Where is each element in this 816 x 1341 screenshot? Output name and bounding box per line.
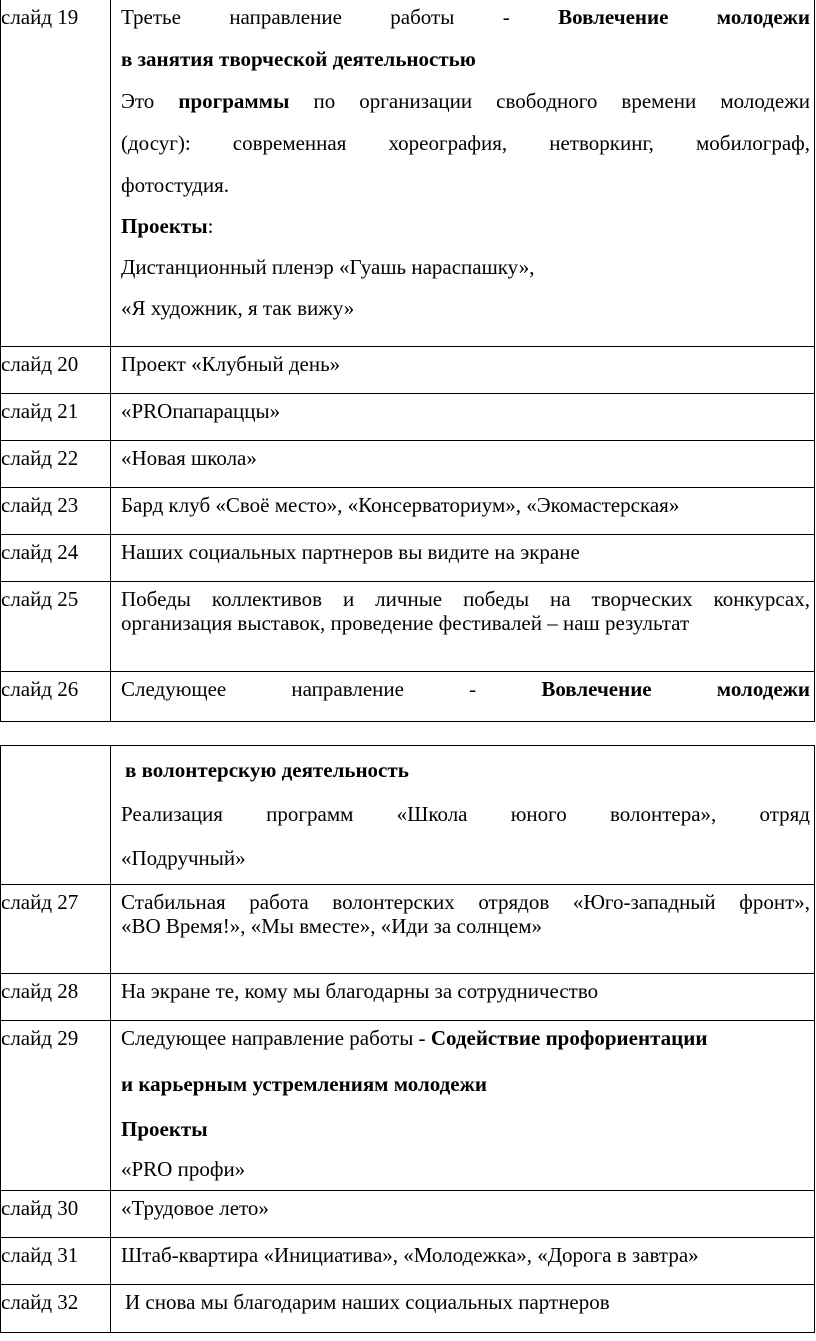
table-row bbox=[1, 974, 815, 1021]
slide-content: Штаб-квартира «Инициатива», «Молодежка», «Дорога в завтра» bbox=[111, 1238, 815, 1285]
table-row bbox=[1, 394, 815, 441]
slides-table-bottom bbox=[0, 745, 815, 1333]
table-row bbox=[1, 672, 815, 722]
table-row bbox=[1, 1285, 815, 1333]
slide-number: слайд 30 bbox=[1, 1191, 111, 1238]
slide-content: «Трудовое лето» bbox=[111, 1191, 815, 1238]
table-row bbox=[1, 0, 815, 347]
table-row bbox=[1, 1191, 815, 1238]
slide-number: слайд 24 bbox=[1, 535, 111, 582]
table-row bbox=[1, 885, 815, 974]
slide-content: Бард клуб «Своё место», «Консерваториум», «Экомастерская» bbox=[111, 488, 815, 535]
table-row bbox=[1, 746, 815, 885]
content-line: Проекты: bbox=[121, 214, 214, 238]
slide-number: слайд 21 bbox=[1, 394, 111, 441]
slide-content: Стабильная работа волонтерских отрядов «Юго-западный фронт», «ВО Время!», «Мы вместе», «Иди за солнцем» bbox=[111, 885, 815, 974]
table-row bbox=[1, 488, 815, 535]
content-line: Дистанционный пленэр «Гуашь нараспашку», bbox=[121, 255, 535, 279]
slide-number: слайд 31 bbox=[1, 1238, 111, 1285]
slide-number bbox=[1, 746, 111, 885]
slide-content: Победы коллективов и личные победы на творческих конкурсах, организация выставок, проведение фестивалей – наш результат bbox=[111, 582, 815, 672]
slide-content: «Новая школа» bbox=[111, 441, 815, 488]
slide-number: слайд 26 bbox=[1, 672, 111, 722]
slide-content bbox=[111, 0, 815, 347]
slide-number: слайд 27 bbox=[1, 885, 111, 974]
slide-content: На экране те, кому мы благодарны за сотрудничество bbox=[111, 974, 815, 1021]
content-line: Это программы по организации свободного времени молодежи bbox=[121, 89, 810, 113]
content-line: в занятия творческой деятельностью bbox=[121, 47, 476, 71]
slide-content: «PROпапараццы» bbox=[111, 394, 815, 441]
table-row bbox=[1, 347, 815, 394]
content-line: фотостудия. bbox=[121, 173, 229, 197]
slide-number: слайд 28 bbox=[1, 974, 111, 1021]
slide-content: И снова мы благодарим наших социальных партнеров bbox=[111, 1285, 815, 1333]
table-row bbox=[1, 582, 815, 672]
table-row bbox=[1, 535, 815, 582]
slide-content: Следующее направление работы - Содействие профориентации и карьерным устремлениям молодежи Проекты «PRO профи» bbox=[111, 1021, 815, 1191]
table-row bbox=[1, 1021, 815, 1191]
slide-number: слайд 20 bbox=[1, 347, 111, 394]
table-row bbox=[1, 441, 815, 488]
slide-number: слайд 19 bbox=[1, 0, 111, 347]
content-line: Третье направление работы - Вовлечение молодежи bbox=[121, 5, 810, 29]
slide-number: слайд 29 bbox=[1, 1021, 111, 1191]
content-line: «Я художник, я так вижу» bbox=[121, 296, 355, 320]
slide-number: слайд 22 bbox=[1, 441, 111, 488]
slide-content: Следующее направление - Вовлечение молодежи bbox=[111, 672, 815, 722]
table-row bbox=[1, 1238, 815, 1285]
content-line: (досуг): современная хореография, нетворкинг, мобилограф, bbox=[121, 131, 810, 155]
slide-content: Наших социальных партнеров вы видите на экране bbox=[111, 535, 815, 582]
slide-number: слайд 32 bbox=[1, 1285, 111, 1333]
slide-content: в волонтерскую деятельность Реализация программ «Школа юного волонтера», отряд «Подручный» bbox=[111, 746, 815, 885]
slide-content: Проект «Клубный день» bbox=[111, 347, 815, 394]
slide-number: слайд 25 bbox=[1, 582, 111, 672]
slide-number: слайд 23 bbox=[1, 488, 111, 535]
